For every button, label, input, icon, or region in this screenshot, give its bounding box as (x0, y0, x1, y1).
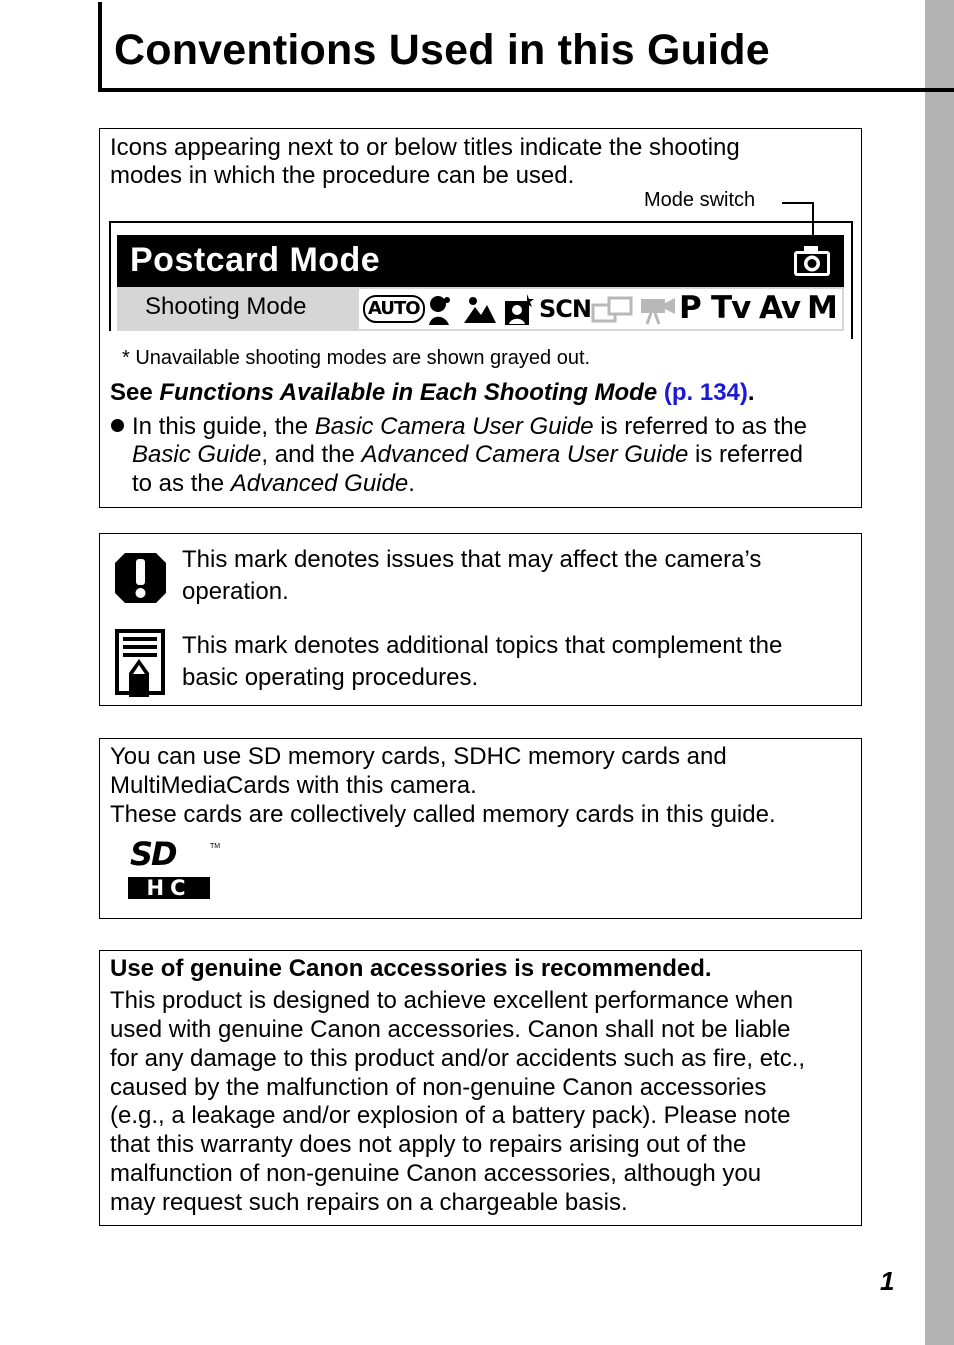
mode-switch-label: Mode switch (644, 189, 756, 211)
sample-frame-right (851, 221, 853, 339)
sdhc-logo: SD TM HC (130, 835, 221, 900)
bullet-line-1: In this guide, the Basic Camera User Guide is referred to as the (132, 413, 807, 440)
unavailable-note: * Unavailable shooting modes are shown grayed out. (122, 347, 591, 369)
cards-line-1: You can use SD memory cards, SDHC memory cards and (110, 743, 727, 770)
caution-icon (113, 551, 168, 605)
accessories-line-8: may request such repairs on a chargeable basis. (110, 1189, 628, 1216)
landscape-mode-icon (463, 295, 497, 325)
bullet-icon (111, 419, 124, 432)
see-reference (110, 379, 755, 407)
accessories-line-6: that this warranty does not apply to repairs arising out of the (110, 1131, 747, 1158)
memo-line-1: This mark denotes additional topics that complement the (182, 632, 783, 659)
cards-line-2: MultiMediaCards with this camera. (110, 772, 477, 799)
bullet-line-3: to as the Advanced Guide. (132, 470, 415, 497)
shooting-mode-label: Shooting Mode (145, 293, 307, 320)
sample-frame-top (109, 221, 852, 223)
av-mode-icon: Av (759, 290, 801, 326)
sample-title: Postcard Mode (130, 241, 381, 279)
intro-line-2: modes in which the procedure can be used. (110, 162, 575, 189)
title-rule (925, 88, 954, 92)
memo-icon (115, 629, 165, 699)
camera-icon (793, 245, 831, 277)
intro-line-1: Icons appearing next to or below titles indicate the shooting (110, 134, 740, 161)
accessories-heading: Use of genuine Canon accessories is recommended. (110, 955, 712, 982)
accessories-line-5: (e.g., a leakage and/or explosion of a battery pack). Please note (110, 1102, 791, 1129)
accessories-line-7: malfunction of non-genuine Canon accessories, although you (110, 1160, 762, 1187)
page-number: 1 (880, 1266, 895, 1296)
manual-mode-icon: M (807, 290, 838, 326)
accessories-line-3: for any damage to this product and/or accidents such as fire, etc., (110, 1045, 806, 1072)
see-period: . (747, 379, 755, 406)
memo-line-2: basic operating procedures. (182, 664, 479, 691)
sample-frame-left (109, 221, 111, 331)
sample-title-bar (117, 235, 844, 287)
cards-line-3: These cards are collectively called memory cards in this guide. (110, 801, 776, 828)
program-mode-icon: P (679, 290, 702, 326)
caution-line-1: This mark denotes issues that may affect the camera’s (182, 546, 762, 573)
page-134-link[interactable]: (p. 134) (663, 379, 748, 406)
mode-icons (359, 289, 842, 329)
page-title: Conventions Used in this Guide (114, 26, 770, 74)
movie-mode-icon (639, 295, 677, 325)
auto-mode-icon: AUTO (363, 295, 425, 323)
shooting-modes-box (99, 128, 862, 508)
scn-mode-icon: SCN (539, 295, 591, 323)
accessories-line-2: used with genuine Canon accessories. Canon shall not be liable (110, 1016, 791, 1043)
night-snapshot-mode-icon (503, 293, 535, 327)
mode-switch-leader (782, 202, 813, 204)
see-prefix: See (110, 379, 160, 406)
bullet-line-2: Basic Guide, and the Advanced Camera User Guide is referred (132, 441, 804, 468)
accessories-box (99, 950, 862, 1226)
marks-box (99, 533, 862, 706)
page-edge-tab (925, 0, 954, 1345)
see-title: Functions Available in Each Shooting Mode (159, 379, 658, 406)
tv-mode-icon: Tv (711, 290, 751, 326)
caution-line-2: operation. (182, 578, 289, 605)
memory-cards-box (99, 738, 862, 919)
stitch-assist-mode-icon (591, 295, 635, 325)
accessories-line-1: This product is designed to achieve excellent performance when (110, 987, 794, 1014)
accessories-line-4: caused by the malfunction of non-genuine Canon accessories (110, 1074, 767, 1101)
portrait-mode-icon (425, 294, 455, 326)
shooting-mode-row (117, 287, 844, 331)
